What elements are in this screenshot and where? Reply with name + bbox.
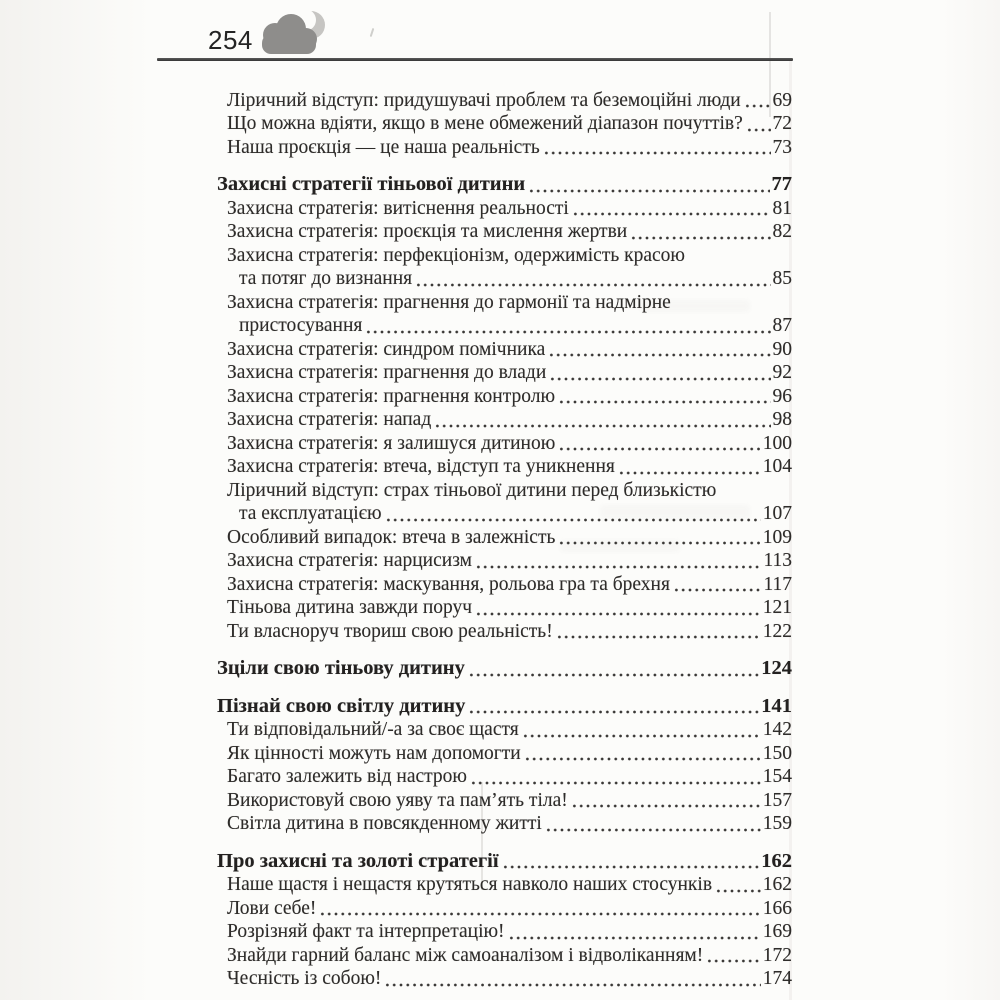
- toc-entry-page: 162: [761, 849, 792, 872]
- toc-entry-page: 169: [762, 921, 792, 942]
- toc-entry-title: Наша проєкція — це наша реальність: [227, 136, 540, 158]
- toc-entry-title: Захисна стратегія: нарцисизм: [227, 550, 472, 571]
- toc-entry: [217, 384, 792, 408]
- toc-entry-title: Зціли свою тіньову дитину: [217, 657, 465, 679]
- scan-shadow-left: [0, 0, 170, 1000]
- toc-entry-page: 69: [772, 89, 792, 111]
- toc-entry-title: Про захисні та золоті стратегії: [217, 849, 499, 872]
- toc-entry: [217, 765, 792, 789]
- toc-entry: [217, 694, 792, 718]
- dot-leader: [545, 825, 761, 833]
- dot-leader: [468, 670, 759, 678]
- toc-entry-page: 90: [772, 338, 792, 360]
- dot-leader: [415, 280, 770, 288]
- dot-leader: [475, 609, 761, 617]
- toc-entry: [217, 896, 792, 920]
- cloud-moon-icon: [257, 8, 337, 60]
- toc-entry: [217, 173, 792, 197]
- toc-entry-title: Захисна стратегія: маскування, рольова гра та брехня: [227, 573, 670, 595]
- toc-entry: [217, 718, 792, 742]
- dot-leader: [475, 562, 762, 570]
- toc-entry: [217, 337, 792, 361]
- toc-entry-page: 98: [772, 409, 792, 430]
- toc-entry: [217, 967, 792, 991]
- dot-leader: [468, 707, 759, 715]
- dot-leader: [706, 956, 760, 964]
- toc-entry: [217, 290, 792, 337]
- toc-entry-title: Як цінності можуть нам допомогти: [227, 742, 521, 764]
- toc-entry-title: Розрізняй факт та інтерпретацію!: [227, 921, 505, 942]
- toc-entry-page: 122: [762, 620, 792, 642]
- toc-entry-title: Наше щастя і нещастя крутяться навколо наших стосунків: [227, 874, 713, 895]
- header-rule: [157, 58, 793, 61]
- toc-entry-page: 141: [761, 694, 792, 717]
- toc-entry: [217, 361, 792, 385]
- dot-leader: [365, 327, 770, 335]
- toc-entry: [217, 657, 792, 681]
- dot-leader: [522, 731, 761, 739]
- toc-entry-title: Захисна стратегія: втеча, відступ та уникнення: [227, 456, 615, 477]
- toc-entry-title: Що можна вдіяти, якщо в мене обмежений діапазон почуттів?: [227, 113, 743, 134]
- toc-entry: [217, 741, 792, 765]
- toc-entry-page: 73: [772, 136, 792, 158]
- toc-entry: [217, 196, 792, 220]
- toc-entry: [217, 220, 792, 244]
- toc-entry-page: 121: [762, 597, 792, 618]
- toc-entry-page: 100: [762, 432, 792, 454]
- toc-entry: [217, 572, 792, 596]
- toc-entry: [217, 788, 792, 812]
- dot-leader: [385, 515, 761, 523]
- toc-entry: [217, 525, 792, 549]
- dot-leader: [618, 468, 761, 476]
- toc-entry-page: 150: [762, 742, 792, 764]
- toc-entry-page: 104: [762, 456, 792, 477]
- toc-entry-title: Захисна стратегія: напад: [227, 409, 432, 430]
- toc-entry-page: 172: [762, 944, 792, 966]
- toc-entry-title: Чесність із собою!: [227, 968, 382, 989]
- toc-entry-page: 142: [762, 719, 792, 740]
- toc-entry-page: 81: [772, 197, 792, 219]
- table-of-contents: [217, 88, 792, 990]
- toc-entry-title: Лови себе!: [227, 897, 317, 919]
- toc-entry-page: 87: [772, 315, 792, 336]
- toc-entry-title: Пізнай свою світлу дитину: [217, 694, 466, 717]
- toc-entry-page: 154: [762, 766, 792, 787]
- toc-entry-title: Ти відповідальний/-а за своє щастя: [227, 719, 519, 740]
- toc-entry-page: 107: [762, 503, 792, 524]
- toc-entry: [217, 619, 792, 643]
- toc-entry-page: 85: [772, 268, 792, 289]
- toc-entry-title: Захисна стратегія: прагнення до гармонії та надмірне: [227, 291, 671, 313]
- dot-leader: [673, 585, 762, 593]
- dot-leader: [319, 909, 760, 917]
- dot-leader: [470, 778, 761, 786]
- toc-entry-wrap: пристосування: [239, 315, 363, 336]
- toc-entry-page: 109: [762, 526, 792, 548]
- toc-entry-title: Особливий випадок: втеча в залежність: [227, 526, 556, 548]
- dot-leader: [549, 374, 770, 382]
- toc-entry: [217, 112, 792, 136]
- dot-leader: [524, 754, 761, 762]
- toc-entry: [217, 873, 792, 897]
- toc-entry-wrap: та експлуатацією: [239, 503, 382, 524]
- toc-entry: [217, 408, 792, 432]
- dot-leader: [384, 980, 760, 988]
- toc-entry-title: Багато залежить від настрою: [227, 766, 467, 787]
- toc-entry-title: Захисна стратегія: перфекціонізм, одержимість красою: [227, 244, 685, 266]
- toc-entry-page: 77: [771, 173, 792, 195]
- toc-entry: [217, 455, 792, 479]
- toc-entry-page: 157: [762, 789, 792, 811]
- dot-leader: [715, 886, 761, 894]
- toc-entry-title: Використовуй свою уяву та пам’ять тіла!: [227, 789, 568, 811]
- running-page-number: 254: [208, 25, 253, 55]
- toc-entry-page: 96: [772, 385, 792, 407]
- toc-entry-title: Захисна стратегія: витіснення реальності: [227, 197, 569, 219]
- toc-entry-page: 174: [762, 968, 792, 989]
- dot-leader: [558, 397, 770, 405]
- toc-entry-title: Захисна стратегія: прагнення до влади: [227, 362, 547, 383]
- toc-entry: [217, 596, 792, 620]
- toc-entry: [217, 549, 792, 573]
- toc-entry-wrap: та потяг до визнання: [239, 268, 413, 289]
- toc-entry-title: Ліричний відступ: придушувачі проблем та беземоційні люди: [227, 89, 741, 111]
- toc-entry-page: 92: [772, 362, 792, 383]
- toc-entry: [217, 943, 792, 967]
- scan-shadow-right: [940, 0, 1000, 1000]
- dot-leader: [502, 862, 760, 870]
- toc-entry-page: 162: [762, 874, 792, 895]
- dot-leader: [556, 632, 761, 640]
- toc-entry: [217, 431, 792, 455]
- toc-entry: [217, 812, 792, 836]
- toc-entry: [217, 135, 792, 159]
- dot-leader: [744, 101, 771, 109]
- scan-speck: [370, 28, 375, 37]
- dot-leader: [746, 125, 771, 133]
- toc-entry: [217, 88, 792, 112]
- dot-leader: [558, 444, 760, 452]
- toc-entry: [217, 243, 792, 290]
- toc-entry-page: 166: [762, 897, 792, 919]
- dot-leader: [548, 350, 770, 358]
- toc-entry-title: Тіньова дитина завжди поруч: [227, 597, 473, 618]
- toc-entry-title: Світла дитина в повсякденному житті: [227, 813, 542, 834]
- toc-entry-title: Захисна стратегія: прагнення контролю: [227, 385, 556, 407]
- toc-entry: [217, 478, 792, 525]
- dot-leader: [508, 933, 761, 941]
- dot-leader: [528, 186, 769, 194]
- toc-entry-title: Ліричний відступ: страх тіньової дитини перед близькістю: [227, 479, 717, 501]
- dot-leader: [630, 233, 770, 241]
- toc-entry: [217, 849, 792, 873]
- dot-leader: [571, 801, 761, 809]
- dot-leader: [434, 421, 770, 429]
- toc-entry-page: 159: [762, 813, 792, 834]
- toc-entry-title: Захисна стратегія: синдром помічника: [227, 338, 546, 360]
- toc-entry-page: 124: [761, 657, 792, 679]
- dot-leader: [543, 148, 771, 156]
- toc-entry-page: 117: [763, 573, 792, 595]
- toc-entry-title: Знайди гарний баланс між самоаналізом і відволіканням!: [227, 944, 704, 966]
- dot-leader: [558, 538, 760, 546]
- toc-entry-title: Ти власноруч твориш свою реальність!: [227, 620, 553, 642]
- toc-entry-title: Захисні стратегії тіньової дитини: [217, 173, 526, 195]
- toc-entry: [217, 920, 792, 944]
- toc-entry-page: 82: [772, 221, 792, 242]
- toc-entry-title: Захисна стратегія: я залишуся дитиною: [227, 432, 556, 454]
- toc-entry-title: Захисна стратегія: проєкція та мислення жертви: [227, 221, 628, 242]
- toc-entry-page: 113: [763, 550, 792, 571]
- toc-entry-page: 72: [772, 113, 792, 134]
- dot-leader: [572, 209, 771, 217]
